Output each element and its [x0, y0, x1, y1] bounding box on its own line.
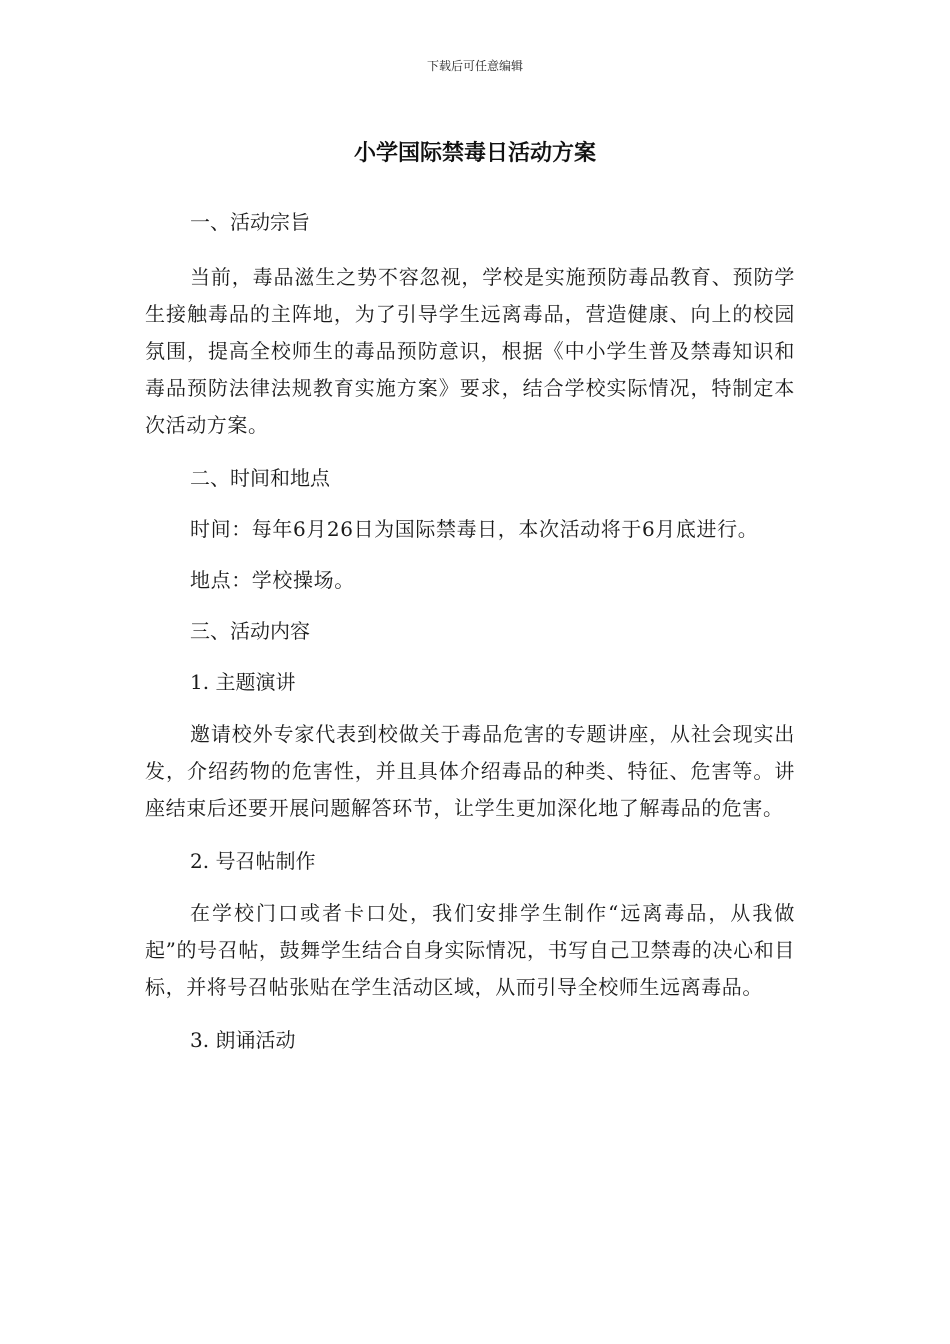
document-title: 小学国际禁毒日活动方案 — [353, 141, 596, 166]
section-heading-purpose: 一、活动宗旨 — [190, 210, 310, 234]
paragraph-speech: 邀请校外专家代表到校做关于毒品危害的专题讲座，从社会现实出发，介绍药物的危害性，并且具体介绍毒品的种类、特征、危害等。讲座结束后还要开展问题解答环节，让学生更加深化地了解毒品的危害。 — [145, 722, 795, 820]
section-heading-time-place: 二、时间和地点 — [190, 466, 330, 490]
paragraph-poster: 在学校门口或者卡口处，我们安排学生制作“远离毒品，从我做起”的号召帖，鼓舞学生结合自身实际情况，书写自己卫禁毒的决心和目标，并将号召帖张贴在学生活动区域，从而引导全校师生远离毒品。 — [145, 901, 795, 999]
document-body — [145, 205, 795, 1057]
paragraph-purpose: 当前，毒品滋生之势不容忽视，学校是实施预防毒品教育、预防学生接触毒品的主阵地，为了引导学生远离毒品，营造健康、向上的校园氛围，提高全校师生的毒品预防意识，根据《中小学生普及禁毒知识和毒品预防法律法规教育实施方案》要求，结合学校实际情况，特制定本次活动方案。 — [145, 265, 795, 437]
subheading-poster: 2. 号召帖制作 — [190, 849, 316, 873]
header-note: 下载后可任意编辑 — [426, 59, 523, 73]
place-line: 地点：学校操场。 — [190, 568, 355, 592]
subheading-recitation: 3. 朗诵活动 — [190, 1028, 296, 1052]
time-line: 时间：每年6月26日为国际禁毒日，本次活动将于6月底进行。 — [190, 517, 759, 541]
subheading-speech: 1. 主题演讲 — [190, 670, 296, 694]
section-heading-content: 三、活动内容 — [190, 619, 310, 643]
